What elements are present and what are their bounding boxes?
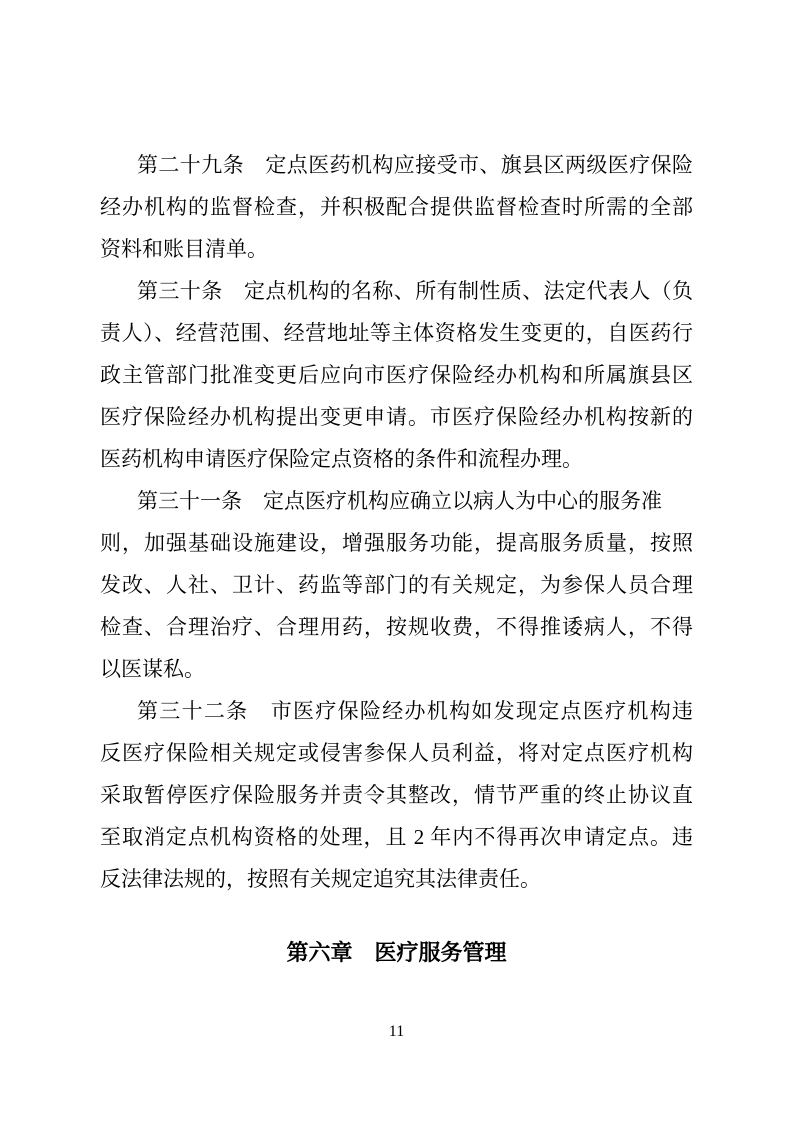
text-line: 资料和账目清单。 bbox=[100, 237, 268, 261]
text-line: 反法律法规的，按照有关规定追究其法律责任。 bbox=[100, 867, 541, 891]
text-line: 责人）、经营范围、经营地址等主体资格发生变更的，自医药行 bbox=[100, 321, 693, 345]
text-line: 第三十条 定点机构的名称、所有制性质、法定代表人（负 bbox=[137, 279, 693, 303]
text-line: 至取消定点机构资格的处理，且 2 年内不得再次申请定点。违 bbox=[100, 825, 693, 849]
article-paragraph bbox=[100, 270, 693, 480]
text-line: 第三十一条 定点医疗机构应确立以病人为中心的服务准 bbox=[137, 489, 662, 513]
text-line: 第三十二条 市医疗保险经办机构如发现定点医疗机构违 bbox=[137, 699, 693, 723]
text-line: 医疗保险经办机构提出变更申请。市医疗保险经办机构按新的 bbox=[100, 405, 693, 429]
text-line: 政主管部门批准变更后应向市医疗保险经办机构和所属旗县区 bbox=[100, 363, 693, 387]
article-paragraph bbox=[100, 144, 693, 270]
text-line: 则，加强基础设施建设，增强服务功能，提高服务质量，按照 bbox=[100, 531, 693, 555]
chapter-heading: 第六章 医疗服务管理 bbox=[286, 940, 507, 965]
document-body bbox=[100, 144, 693, 900]
text-line: 采取暂停医疗保险服务并责令其整改，情节严重的终止协议直 bbox=[100, 783, 693, 807]
article-paragraph bbox=[100, 480, 693, 690]
text-line: 反医疗保险相关规定或侵害参保人员利益，将对定点医疗机构 bbox=[100, 741, 693, 765]
page-number: 11 bbox=[388, 1023, 405, 1040]
text-line: 经办机构的监督检查，并积极配合提供监督检查时所需的全部 bbox=[100, 195, 693, 219]
text-line: 第二十九条 定点医药机构应接受市、旗县区两级医疗保险 bbox=[137, 153, 693, 177]
text-line: 以医谋私。 bbox=[100, 657, 205, 681]
text-line: 发改、人社、卫计、药监等部门的有关规定，为参保人员合理 bbox=[100, 573, 693, 597]
text-line: 检查、合理治疗、合理用药，按规收费，不得推诿病人，不得 bbox=[100, 615, 693, 639]
article-paragraph bbox=[100, 690, 693, 900]
text-line: 医药机构申请医疗保险定点资格的条件和流程办理。 bbox=[100, 447, 583, 471]
